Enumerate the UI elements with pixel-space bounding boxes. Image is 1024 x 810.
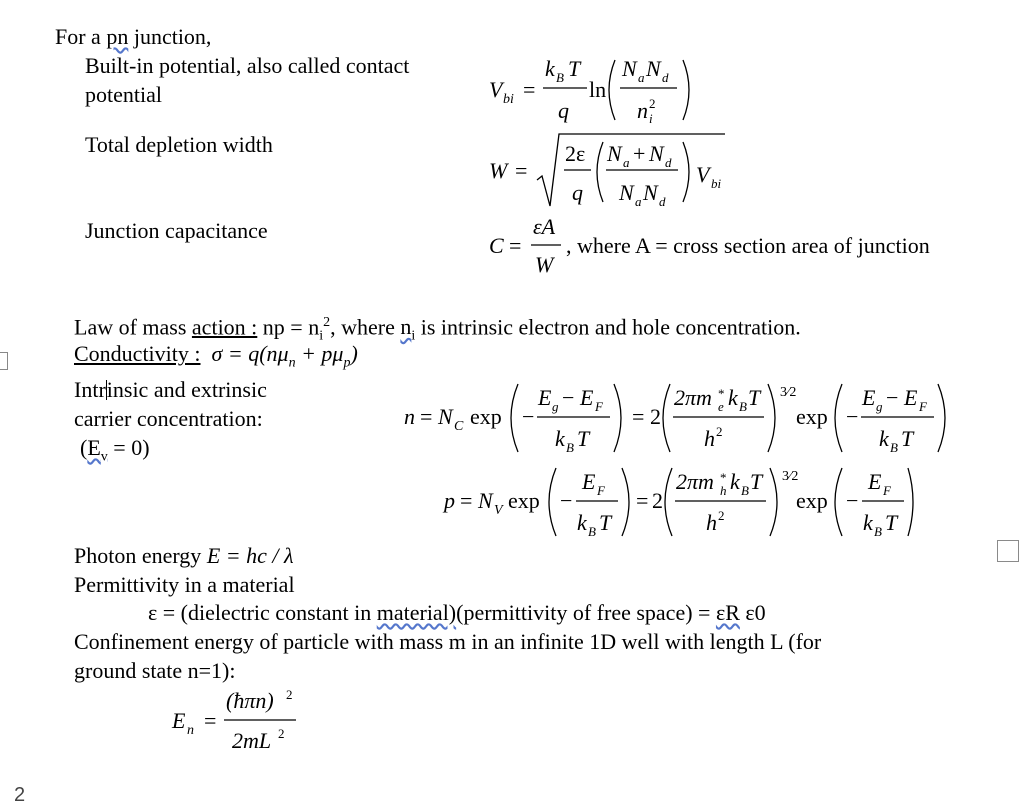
svg-text:bi: bi (711, 176, 722, 191)
pn-heading: For a pn junction, (55, 24, 212, 49)
svg-text:−: − (560, 488, 573, 513)
svg-text:N: N (649, 141, 664, 166)
photon-energy-line: Photon energy E = hc / λ (74, 543, 294, 568)
svg-text:−: − (846, 488, 859, 513)
svg-text:V: V (489, 77, 503, 102)
confinement-line1: Confinement energy of particle with mass m in an infinite 1D well with length L (for (74, 629, 822, 654)
builtin-label-line1: Built-in potential, also called contact (85, 53, 410, 78)
builtin-equation (485, 52, 715, 128)
svg-text:d: d (665, 155, 672, 170)
svg-text:V: V (494, 503, 503, 518)
svg-text:T: T (748, 385, 761, 410)
svg-text:N: N (619, 180, 634, 205)
margin-marker (0, 352, 8, 370)
svg-text:T: T (750, 469, 763, 494)
svg-text:B: B (739, 399, 747, 414)
svg-text:g: g (552, 399, 559, 414)
svg-text:E: E (580, 385, 594, 410)
svg-text:B: B (890, 440, 898, 455)
svg-text:d: d (659, 194, 666, 209)
svg-text:E: E (172, 708, 186, 733)
svg-text:exp: exp (508, 488, 540, 513)
svg-text:=: = (420, 404, 433, 429)
ev-spell-flag: $E_v$ (87, 435, 108, 465)
svg-text:k: k (577, 510, 587, 535)
svg-text:F: F (883, 483, 891, 498)
intrinsic-label-line1[interactable]: Intrinsic and extrinsic (74, 377, 267, 402)
svg-text:k: k (728, 385, 738, 410)
svg-text:k: k (730, 469, 740, 494)
svg-text:T: T (901, 426, 914, 451)
svg-text:−: − (886, 385, 899, 410)
svg-text:h: h (706, 510, 717, 535)
svg-text:2: 2 (278, 726, 285, 741)
svg-text:2πm: 2πm (674, 385, 712, 410)
svg-text:a: a (623, 155, 630, 170)
svg-text:F: F (595, 399, 603, 414)
svg-text:e: e (718, 399, 724, 414)
svg-text:N: N (478, 488, 493, 513)
intrinsic-label-line2: carrier concentration: (74, 406, 263, 431)
svg-text:q: q (558, 98, 569, 123)
svg-text:N: N (646, 56, 661, 81)
material-spell-flag: material) (376, 600, 457, 625)
svg-text:a: a (638, 70, 645, 85)
svg-text:=: = (515, 158, 528, 183)
intrinsic-label-line3: $(E_v = 0)$ (80, 435, 150, 465)
svg-text:q: q (572, 180, 583, 205)
svg-text:E: E (582, 469, 596, 494)
svg-text:i: i (649, 111, 653, 126)
depletion-label: Total depletion width (85, 132, 273, 157)
svg-text:C: C (454, 419, 464, 434)
svg-text:=: = (204, 708, 217, 733)
svg-text:T: T (885, 510, 898, 535)
svg-text:=: = (632, 404, 645, 429)
svg-text:F: F (919, 399, 927, 414)
svg-text:k: k (863, 510, 873, 535)
svg-text:*: * (718, 386, 725, 401)
svg-text:N: N (643, 180, 658, 205)
permittivity-equation: ε = (dielectric constant in material)(permittivity of free space) = εR ε0 (148, 600, 766, 625)
ni-spell-flag: $n_i$ (400, 314, 416, 344)
depletion-equation (485, 128, 735, 212)
svg-text:=: = (460, 488, 473, 513)
electron-concentration-equation (400, 378, 960, 458)
builtin-label-line2: potential (85, 82, 162, 107)
svg-text:W: W (535, 252, 554, 277)
svg-text:2: 2 (718, 508, 725, 523)
svg-text:3⁄2: 3⁄2 (782, 469, 799, 484)
svg-text:−: − (846, 404, 859, 429)
svg-text:n: n (404, 404, 415, 429)
pn-spell-flag: pn (106, 24, 129, 49)
svg-text:2: 2 (652, 488, 663, 513)
svg-text:N: N (607, 141, 622, 166)
svg-text:k: k (879, 426, 889, 451)
svg-text:N: N (438, 404, 453, 429)
svg-text:C: C (489, 233, 504, 258)
svg-text:E: E (868, 469, 882, 494)
svg-text:W: W (489, 158, 508, 183)
svg-text:exp: exp (796, 488, 828, 513)
svg-text:k: k (555, 426, 565, 451)
svg-text:E: E (904, 385, 918, 410)
permittivity-label: Permittivity in a material (74, 572, 295, 597)
epsr-spell-flag: εR (715, 600, 740, 625)
mass-action-link[interactable]: action : (191, 314, 258, 340)
svg-text:h: h (704, 426, 715, 451)
svg-text:h: h (720, 483, 727, 498)
svg-text:E: E (538, 385, 552, 410)
svg-text:E: E (862, 385, 876, 410)
svg-text:B: B (874, 524, 882, 539)
svg-text:T: T (568, 56, 581, 81)
confinement-line2: ground state n=1): (74, 658, 236, 683)
svg-text:(ħπn): (ħπn) (226, 688, 274, 713)
svg-text:B: B (566, 440, 574, 455)
svg-text:3⁄2: 3⁄2 (780, 385, 797, 400)
svg-text:=: = (509, 233, 522, 258)
svg-text:=: = (523, 77, 536, 102)
conductivity-line: Conductivity : $\sigma = q(n\mu_n + p\mu_p)$ (74, 341, 358, 371)
capacitance-where: , where A = cross section area of junction (566, 233, 930, 258)
svg-text:+: + (633, 141, 646, 166)
svg-text:V: V (696, 162, 710, 187)
svg-text:B: B (556, 70, 564, 85)
svg-text:bi: bi (503, 92, 514, 107)
svg-text:B: B (741, 483, 749, 498)
svg-text:2ε: 2ε (565, 141, 586, 166)
svg-text:exp: exp (796, 404, 828, 429)
svg-text:T: T (577, 426, 590, 451)
svg-text:2: 2 (716, 424, 723, 439)
hole-concentration-equation (440, 462, 920, 542)
svg-text:−: − (562, 385, 575, 410)
svg-text:F: F (597, 483, 605, 498)
svg-text:2πm: 2πm (676, 469, 714, 494)
svg-text:εA: εA (533, 214, 556, 239)
conductivity-link[interactable]: Conductivity : (74, 341, 201, 366)
confinement-equation (168, 686, 308, 756)
svg-text:B: B (588, 524, 596, 539)
svg-text:a: a (635, 194, 642, 209)
svg-text:n: n (187, 723, 194, 738)
svg-text:*: * (720, 470, 727, 485)
checkbox[interactable] (997, 540, 1019, 562)
capacitance-equation (485, 212, 575, 278)
svg-text:d: d (662, 70, 669, 85)
svg-text:n: n (637, 98, 648, 123)
svg-text:2: 2 (649, 96, 656, 111)
svg-text:−: − (522, 404, 535, 429)
svg-text:2: 2 (286, 687, 293, 702)
svg-text:2mL: 2mL (232, 728, 272, 753)
svg-text:T: T (599, 510, 612, 535)
svg-text:2: 2 (650, 404, 661, 429)
svg-text:N: N (622, 56, 637, 81)
svg-text:ln: ln (589, 77, 607, 102)
svg-text:k: k (545, 56, 555, 81)
svg-text:=: = (636, 488, 649, 513)
page-number: 2 (14, 784, 26, 806)
svg-text:exp: exp (470, 404, 502, 429)
capacitance-label: Junction capacitance (85, 218, 268, 243)
svg-text:p: p (444, 488, 455, 513)
mass-action-line: Law of mass action : np = $n_i^2$, where $n_i$ is intrinsic electron and hole concentration. (74, 314, 801, 344)
svg-text:g: g (876, 399, 883, 414)
